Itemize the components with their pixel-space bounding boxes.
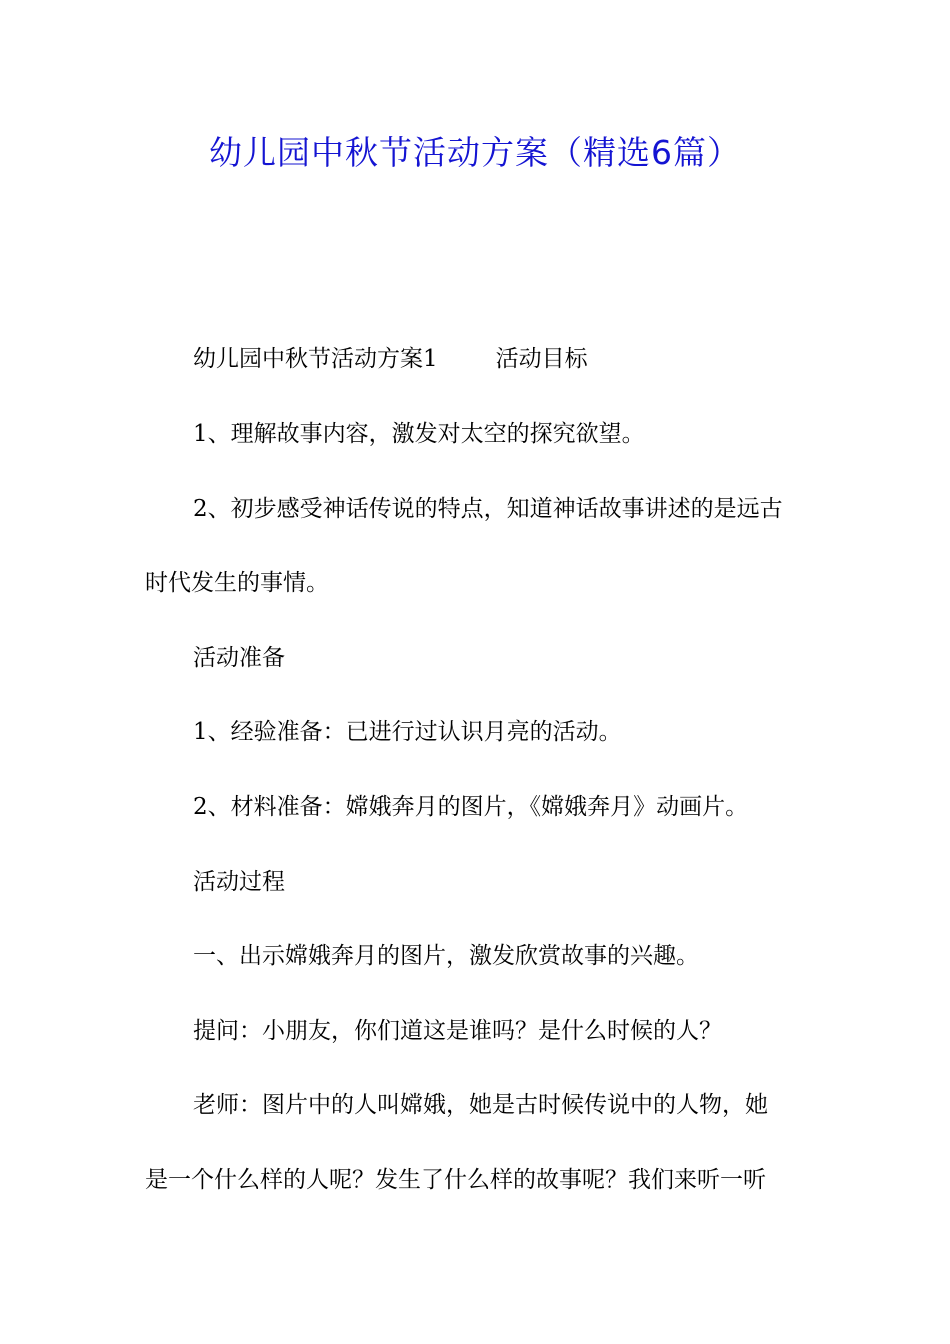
paragraph-line: 老师：图片中的人叫嫦娥，她是古时候传说中的人物，她: [193, 1092, 768, 1118]
paragraph-line: 一、出示嫦娥奔月的图片，激发欣赏故事的兴趣。: [193, 943, 699, 969]
paragraph-line: 活动过程: [193, 869, 285, 895]
paragraph-line: 2、初步感受神话传说的特点，知道神话故事讲述的是远古: [193, 496, 783, 522]
paragraph-line: 2、材料准备：嫦娥奔月的图片，《嫦娥奔月》动画片。: [193, 794, 749, 820]
paragraph-line: 1、经验准备：已进行过认识月亮的活动。: [193, 719, 622, 745]
goal-heading: 活动目标: [495, 346, 588, 372]
paragraph-line: 1、理解故事内容，激发对太空的探究欲望。: [193, 421, 645, 447]
paragraph-line: 是一个什么样的人呢？发生了什么样的故事呢？我们来听一听: [145, 1167, 766, 1193]
plan-heading: 幼儿园中秋节活动方案1: [193, 346, 438, 372]
paragraph-line: 活动准备: [193, 645, 285, 671]
section-heading: [193, 339, 588, 379]
paragraph-line: 提问：小朋友，你们道这是谁吗？是什么时候的人？: [193, 1018, 722, 1044]
document-title: 幼儿园中秋节活动方案（精选6篇）: [209, 133, 741, 172]
paragraph-line: 时代发生的事情。: [145, 570, 329, 596]
